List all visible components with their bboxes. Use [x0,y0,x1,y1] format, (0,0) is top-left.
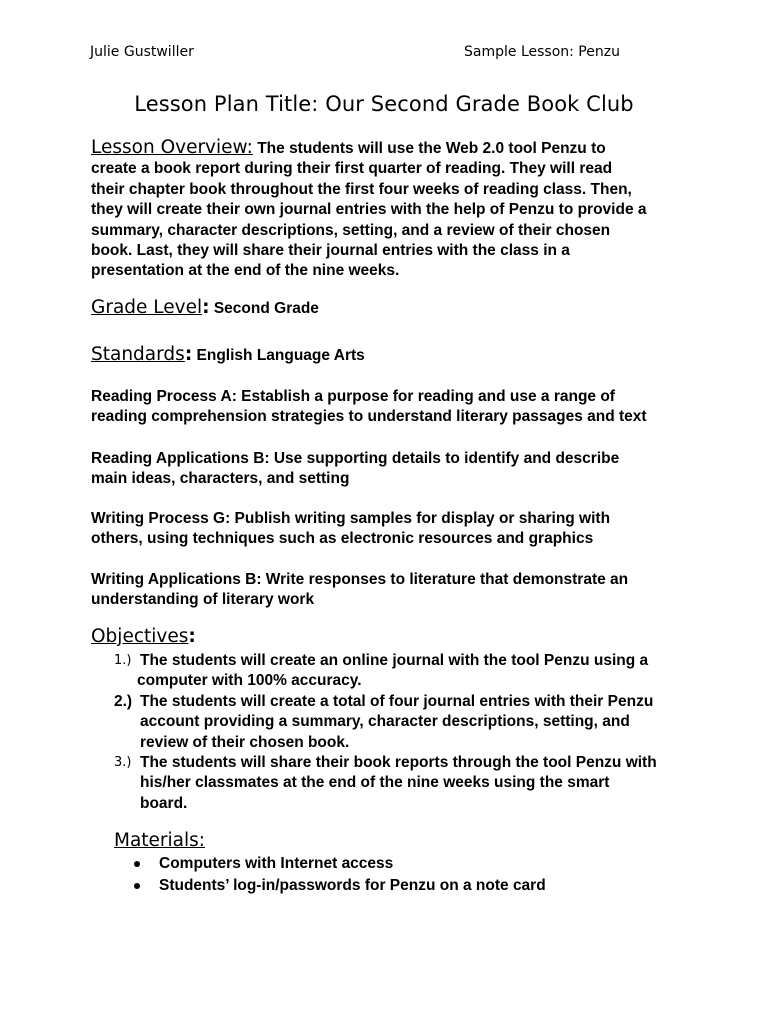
standard-item [91,509,691,550]
materials-heading: Materials: [114,830,206,851]
standard-item [91,570,691,611]
objectives [91,627,691,648]
standard-line: reading comprehension strategies to understand literary passages and text [91,408,647,426]
materials-list [132,853,692,897]
objectives-heading: Objectives [91,626,189,647]
overview-line: summary, character descriptions, setting, and a review of their chosen [91,221,611,239]
overview-line-1 [91,138,691,159]
overview-text: The students will use the Web 2.0 tool Penzu to [257,140,606,157]
author-name: Julie Gustwiller [90,44,194,60]
objective-item [114,651,694,692]
standards [91,345,691,366]
standards-colon: : [184,344,193,365]
objectives-colon: : [188,626,196,647]
material-text: Computers with Internet access [159,855,394,872]
objective-line: The students will create an online journal with the tool Penzu using a [140,652,649,669]
objective-line: computer with 100% accuracy. [137,672,362,690]
overview-line: presentation at the end of the nine weeks. [91,262,400,280]
bullet-icon [134,883,140,889]
grade-level-heading: Grade Level [91,297,203,318]
overview-line: create a book report during their first quarter of reading. They will read [91,160,613,178]
lesson-overview [91,138,691,282]
grade-level-value: Second Grade [213,300,319,317]
standard-line: Reading Process A: Establish a purpose for reading and use a range of [91,388,615,405]
lesson-title: Lesson Plan Title: Our Second Grade Book Club [134,92,634,116]
bullet-icon [134,861,140,867]
overview-heading: Lesson Overview: [91,137,253,158]
standards-heading: Standards [91,344,185,365]
objective-line: board. [140,794,188,812]
material-text: Students’ log-in/passwords for Penzu on a note card [159,877,546,894]
objective-line: account providing a summary, character descriptions, setting, and [140,713,630,731]
grade-level-colon: : [202,297,210,318]
objective-number: 1.) [114,653,132,668]
material-item [132,853,692,875]
objective-item [114,753,694,814]
standard-line: Writing Applications B: Write responses to literature that demonstrate an [91,571,629,588]
standard-line: main ideas, characters, and setting [91,470,350,488]
standards-value: English Language Arts [196,347,365,364]
objective-item [114,692,694,753]
overview-line: book. Last, they will share their journal entries with the class in a [91,242,570,260]
objective-number: 3.) [114,755,132,771]
material-item [132,875,692,897]
standard-line: understanding of literary work [91,591,315,609]
standard-line: Writing Process G: Publish writing samples for display or sharing with [91,510,611,527]
objective-line: The students will create a total of four journal entries with their Penzu [140,692,654,710]
standard-line: Reading Applications B: Use supporting details to identify and describe [91,450,620,467]
objective-line: The students will share their book reports through the tool Penzu with [140,754,657,772]
standard-line: others, using techniques such as electronic resources and graphics [91,530,594,548]
standard-item [91,449,691,490]
standard-item [91,387,691,428]
sample-lesson-label: Sample Lesson: Penzu [464,44,620,60]
overview-line: they will create their own journal entries with the help of Penzu to provide a [91,201,647,219]
grade-level [91,298,691,319]
objective-line: review of their chosen book. [140,733,350,751]
objective-number: 2.) [114,692,133,710]
objective-line: his/her classmates at the end of the nine weeks using the smart [140,774,610,792]
materials [114,831,714,852]
objectives-list [114,651,694,814]
overview-line: their chapter book throughout the first four weeks of reading class. Then, [91,180,632,198]
